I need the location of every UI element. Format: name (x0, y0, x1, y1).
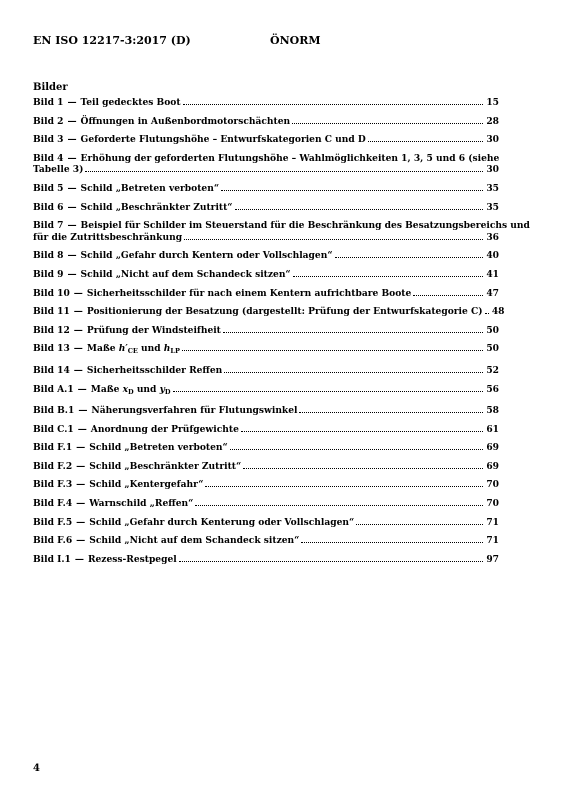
dot-leader (205, 486, 483, 487)
toc-entry-label: Bild A.1 (33, 383, 74, 395)
toc-entry-label: Bild 11 (33, 306, 70, 318)
toc-entry-title: Schild „Betreten verboten“ (80, 182, 220, 194)
toc-entry[interactable] (33, 343, 499, 358)
toc-entry[interactable] (33, 384, 499, 399)
toc-entry-title: Schild „Kentergefahr“ (89, 479, 204, 491)
dot-leader (241, 431, 483, 432)
toc-entry-separator: — (77, 383, 87, 395)
toc-entry-page: 56 (486, 383, 499, 395)
toc-entry-label: Bild 9 (33, 268, 64, 280)
dot-leader (223, 332, 483, 333)
document-id: EN ISO 12217-3:2017 (D) (33, 34, 191, 47)
toc-entry[interactable] (33, 461, 499, 473)
dot-leader (368, 141, 483, 142)
toc-entry-title: Erhöhung der geforderten Flutungshöhe – Wahlmöglichkeiten 1, 3, 5 und 6 (siehe (80, 152, 500, 164)
toc-entry-title: Warnschild „Reffen“ (89, 498, 194, 510)
math-subscript: D (128, 387, 134, 396)
toc-entry-separator: — (67, 250, 77, 262)
dot-leader (485, 313, 489, 314)
toc-entry-separator: — (77, 423, 87, 435)
toc-entry-title-continued: Tabelle 3) (33, 164, 84, 176)
toc-entry-separator: — (67, 201, 77, 213)
toc-entry-title: Teil gedecktes Boot (80, 97, 181, 108)
toc-entry-page: 40 (486, 250, 499, 262)
toc-entry-page: 58 (486, 405, 499, 417)
toc-entry-title: Anordnung der Prüfgewichte (90, 423, 239, 435)
toc-entry-separator: — (76, 516, 86, 528)
toc-entry-page: 36 (486, 231, 499, 243)
toc-entry-label: Bild 4 (33, 152, 64, 164)
toc-entry[interactable] (33, 202, 499, 214)
toc-entry-label: Bild F.1 (33, 442, 73, 454)
toc-entry-label: Bild 6 (33, 201, 64, 213)
toc-entry-title: Prüfung der Windsteifheit (86, 324, 221, 336)
toc-entry[interactable] (33, 97, 499, 109)
toc-entry-label: Bild 14 (33, 364, 70, 376)
toc-entry-title: Geforderte Flutungshöhe – Entwurfskategorien C und D (80, 134, 366, 146)
dot-leader (235, 209, 483, 210)
toc-entry-label: Bild 10 (33, 287, 70, 299)
toc-entry-page: 97 (486, 553, 499, 565)
toc-entry[interactable] (33, 365, 499, 377)
math-subscript: CE (127, 347, 138, 356)
dot-leader (356, 524, 483, 525)
dot-leader (335, 257, 483, 258)
toc-entry[interactable] (33, 535, 499, 547)
toc-entry[interactable] (33, 498, 499, 510)
toc-entry-page: 30 (486, 134, 499, 146)
toc-entry[interactable] (33, 183, 499, 195)
dot-leader (413, 295, 483, 296)
toc-entry[interactable] (33, 116, 499, 128)
toc-entry-page: 15 (486, 97, 499, 108)
title-text: Maße (90, 383, 123, 395)
toc-entry-label: Bild 2 (33, 115, 64, 127)
toc-entry-separator: — (76, 498, 86, 510)
toc-entry[interactable] (33, 517, 499, 529)
toc-entry-separator: — (74, 553, 84, 565)
toc-entry-label: Bild F.6 (33, 535, 73, 547)
title-text: Maße (86, 343, 119, 355)
toc-entry-title: Schild „Gefahr durch Kentern oder Vollschlagen“ (80, 250, 333, 262)
toc-entry-page: 35 (486, 201, 499, 213)
toc-entry[interactable] (33, 325, 499, 337)
toc-entry[interactable] (33, 269, 499, 281)
toc-entry-label: Bild 3 (33, 134, 64, 146)
dot-leader (224, 372, 483, 373)
toc-entry-separator: — (78, 405, 88, 417)
toc-entry-title: Schild „Nicht auf dem Schandeck sitzen“ (89, 535, 300, 547)
toc-entry[interactable] (33, 424, 499, 436)
toc-entry-separator: — (76, 442, 86, 454)
toc-entry-title: Sicherheitsschilder Reffen (86, 364, 223, 376)
toc-entry-separator: — (67, 134, 77, 146)
toc-entry-title: Schild „Gefahr durch Kenterung oder Vollschlagen“ (89, 516, 355, 528)
math-subscript: D (164, 387, 171, 396)
toc-entry-label: Bild F.3 (33, 479, 73, 491)
toc-entry[interactable] (33, 405, 499, 417)
toc-entry-separator: — (73, 324, 83, 336)
toc-entry[interactable] (33, 220, 530, 243)
toc-entry-label: Bild B.1 (33, 405, 75, 417)
toc-entry-title (87, 343, 180, 358)
math-variable: h (163, 343, 171, 355)
dot-leader (179, 561, 483, 562)
dot-leader (182, 350, 483, 351)
toc-entry-separator: — (73, 343, 83, 355)
toc-entry-page: 71 (486, 516, 499, 528)
figure-list (33, 97, 530, 572)
toc-entry-title (91, 384, 171, 399)
toc-entry-page: 48 (491, 306, 505, 318)
toc-entry-page: 70 (486, 479, 499, 491)
toc-entry-page: 30 (486, 164, 499, 176)
dot-leader (299, 412, 483, 413)
toc-entry-label: Bild 8 (33, 250, 64, 262)
toc-entry-page: 69 (486, 442, 499, 454)
toc-entry-label: Bild I.1 (33, 553, 71, 565)
toc-entry-separator: — (73, 306, 83, 318)
dot-leader (243, 468, 483, 469)
toc-entry-separator: — (67, 97, 77, 108)
toc-entry-label: Bild F.5 (33, 516, 73, 528)
toc-entry-label: Bild 7 (33, 220, 64, 232)
math-variable: h′ (118, 343, 128, 355)
toc-entry-title: Öffnungen in Außenbordmotorschächten (80, 115, 291, 127)
toc-entry[interactable] (33, 134, 499, 146)
toc-entry[interactable] (33, 442, 499, 454)
dot-leader (293, 276, 483, 277)
dot-leader (230, 449, 483, 450)
toc-entry-title: Schild „Beschränkter Zutritt“ (80, 201, 233, 213)
title-text: und (137, 343, 164, 355)
title-text: und (133, 383, 160, 395)
toc-entry-page: 71 (486, 535, 499, 547)
toc-entry-page: 69 (486, 460, 499, 472)
toc-entry[interactable] (33, 288, 499, 300)
toc-entry-page: 35 (486, 182, 499, 194)
toc-entry-page: 50 (486, 324, 499, 336)
toc-entry-title: Beispiel für Schilder im Steuerstand für die Beschränkung des Besatzungsbereichs und (80, 220, 530, 232)
toc-entry-title: Schild „Nicht auf dem Schandeck sitzen“ (80, 268, 291, 280)
dot-leader (301, 542, 483, 543)
dot-leader (85, 171, 483, 172)
toc-entry-separator: — (73, 287, 83, 299)
toc-entry-page: 70 (486, 498, 499, 510)
dot-leader (221, 190, 483, 191)
toc-entry[interactable] (33, 250, 499, 262)
page-number: 4 (33, 763, 40, 774)
toc-entry-separator: — (76, 460, 86, 472)
math-variable: x (122, 383, 129, 395)
dot-leader (183, 104, 483, 105)
toc-entry-page: 28 (486, 115, 499, 127)
toc-entry-title: Rezess-Restpegel (87, 553, 177, 565)
toc-entry-page: 52 (486, 364, 499, 376)
toc-entry-title: Näherungsverfahren für Flutungswinkel (91, 405, 298, 417)
toc-entry-page: 50 (486, 343, 499, 355)
dot-leader (292, 123, 483, 124)
math-subscript: LP (170, 347, 180, 356)
toc-entry-label: Bild F.4 (33, 498, 73, 510)
toc-entry-page: 61 (486, 423, 499, 435)
toc-entry-page: 47 (486, 287, 499, 299)
toc-entry-separator: — (76, 479, 86, 491)
section-title: Bilder (33, 82, 68, 93)
toc-entry[interactable] (33, 479, 499, 491)
toc-entry-label: Bild C.1 (33, 423, 74, 435)
toc-entry[interactable] (33, 306, 505, 318)
toc-entry-title: Schild „Betreten verboten“ (89, 442, 228, 454)
toc-entry-title: Sicherheitsschilder für nach einem Kentern aufrichtbare Boote (86, 287, 412, 299)
math-variable: y (159, 383, 165, 395)
toc-entry-separator: — (67, 152, 77, 164)
toc-entry-separator: — (73, 364, 83, 376)
toc-entry-label: Bild 13 (33, 343, 70, 355)
publisher-mark: ÖNORM (270, 34, 321, 47)
toc-entry[interactable] (33, 554, 499, 566)
toc-entry-title: Positionierung der Besatzung (dargestellt: Prüfung der Entwurfskategorie C) (86, 306, 483, 318)
toc-entry-separator: — (67, 268, 77, 280)
toc-entry-separator: — (76, 535, 86, 547)
toc-entry-label: Bild 5 (33, 182, 64, 194)
dot-leader (184, 239, 483, 240)
dot-leader (195, 505, 483, 506)
toc-entry-label: Bild F.2 (33, 460, 73, 472)
toc-entry-separator: — (67, 115, 77, 127)
toc-entry-page: 41 (486, 268, 499, 280)
toc-entry-title: Schild „Beschränkter Zutritt“ (89, 460, 242, 472)
toc-entry-label: Bild 12 (33, 324, 70, 336)
toc-entry-label: Bild 1 (33, 97, 64, 108)
toc-entry-separator: — (67, 182, 77, 194)
page-header (33, 34, 533, 50)
toc-entry[interactable] (33, 153, 499, 176)
dot-leader (173, 391, 483, 392)
toc-entry-title-continued: für die Zutrittsbeschränkung (33, 231, 183, 243)
toc-entry-separator: — (67, 220, 77, 232)
